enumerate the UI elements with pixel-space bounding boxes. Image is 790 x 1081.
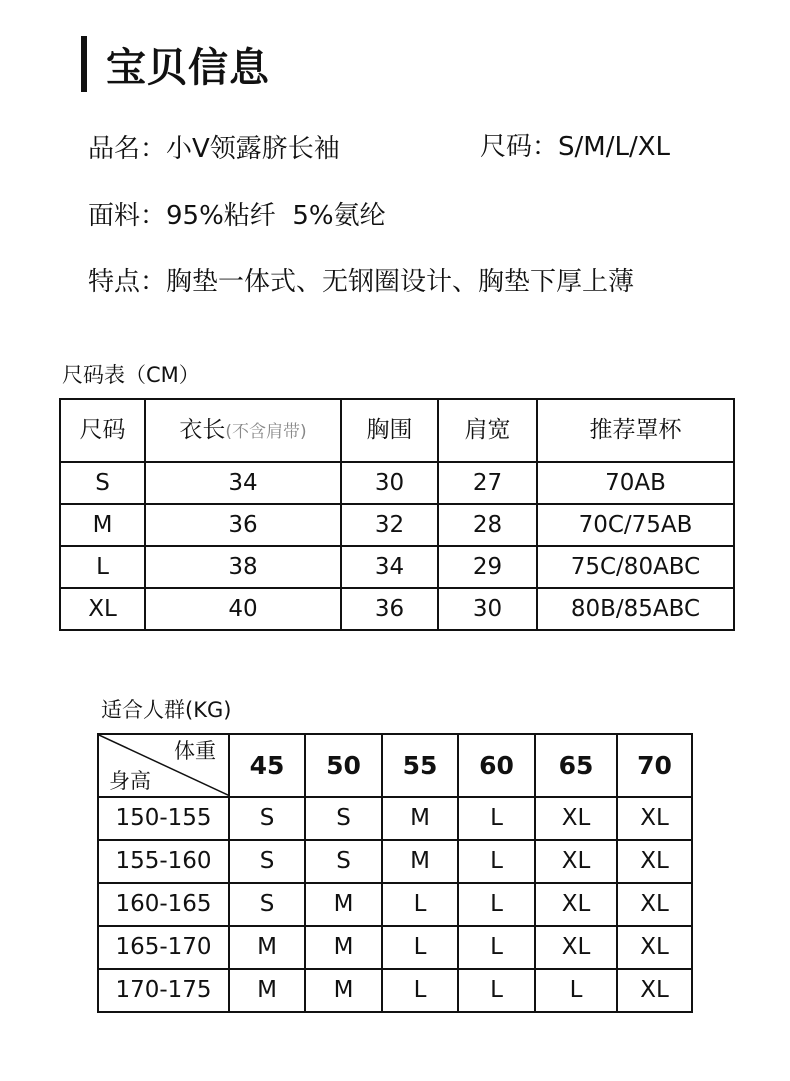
table-cell: XL — [60, 588, 145, 630]
weight-header: 70 — [617, 734, 692, 797]
size-cell: XL — [617, 883, 692, 926]
height-range-cell: 160-165 — [98, 883, 229, 926]
table-cell: S — [60, 462, 145, 504]
height-range-cell: 150-155 — [98, 797, 229, 840]
feature-value: 胸垫一体式、无钢圈设计、胸垫下厚上薄 — [166, 267, 635, 297]
size-cell: L — [535, 969, 617, 1012]
weight-header: 45 — [229, 734, 305, 797]
product-features — [88, 265, 634, 299]
size-label: 尺码： — [480, 132, 559, 162]
size-cell: XL — [617, 840, 692, 883]
size-cell: M — [229, 926, 305, 969]
fit-table-title: 适合人群(KG) — [101, 698, 232, 722]
fabric-value: 95%粘纤 5%氨纶 — [166, 201, 386, 231]
size-cell: XL — [617, 969, 692, 1012]
size-cell: M — [305, 969, 382, 1012]
size-cell: S — [229, 883, 305, 926]
table-row — [98, 883, 692, 926]
table-row — [98, 969, 692, 1012]
header-cell — [145, 399, 341, 462]
size-cell: XL — [535, 926, 617, 969]
corner-weight-label: 体重 — [174, 739, 216, 763]
size-cell: S — [229, 797, 305, 840]
weight-header: 65 — [535, 734, 617, 797]
table-cell: 30 — [438, 588, 537, 630]
weight-header: 55 — [382, 734, 458, 797]
weight-header: 60 — [458, 734, 535, 797]
size-cell: XL — [617, 926, 692, 969]
table-row — [98, 797, 692, 840]
size-cell: M — [382, 840, 458, 883]
size-cell: L — [458, 797, 535, 840]
header-length: 衣长 — [179, 417, 226, 443]
name-value: 小V领露脐长袖 — [166, 134, 340, 164]
size-cell: S — [305, 840, 382, 883]
fit-table-header — [98, 734, 692, 797]
height-range-cell: 155-160 — [98, 840, 229, 883]
size-cell: L — [458, 883, 535, 926]
size-cell: L — [458, 840, 535, 883]
table-row — [60, 588, 734, 630]
page-title: 宝贝信息 — [106, 45, 270, 91]
table-cell: 34 — [341, 546, 438, 588]
size-cell: S — [305, 797, 382, 840]
table-row — [60, 504, 734, 546]
table-cell: 29 — [438, 546, 537, 588]
size-cell: M — [305, 926, 382, 969]
product-name — [88, 132, 340, 166]
size-cell: L — [458, 969, 535, 1012]
header-cell: 肩宽 — [438, 399, 537, 462]
table-cell: 27 — [438, 462, 537, 504]
size-value: S/M/L/XL — [558, 132, 671, 162]
table-cell: 80B/85ABC — [537, 588, 734, 630]
table-cell: 28 — [438, 504, 537, 546]
name-label: 品名： — [88, 134, 167, 164]
product-sizes — [480, 130, 670, 164]
size-cell: L — [382, 969, 458, 1012]
fabric-label: 面料： — [88, 201, 167, 231]
table-row — [98, 926, 692, 969]
size-cell: M — [229, 969, 305, 1012]
corner-cell — [98, 734, 229, 797]
height-range-cell: 170-175 — [98, 969, 229, 1012]
table-cell: M — [60, 504, 145, 546]
fit-table — [97, 733, 693, 1013]
size-cell: XL — [535, 797, 617, 840]
size-table-title: 尺码表（CM） — [62, 363, 200, 387]
size-cell: L — [382, 883, 458, 926]
header-cell: 胸围 — [341, 399, 438, 462]
size-cell: M — [382, 797, 458, 840]
header-cell: 尺码 — [60, 399, 145, 462]
table-row — [60, 546, 734, 588]
height-range-cell: 165-170 — [98, 926, 229, 969]
table-cell: 38 — [145, 546, 341, 588]
table-cell: 32 — [341, 504, 438, 546]
feature-label: 特点： — [88, 267, 167, 297]
table-cell: 40 — [145, 588, 341, 630]
size-cell: XL — [535, 883, 617, 926]
table-cell: L — [60, 546, 145, 588]
table-cell: 36 — [341, 588, 438, 630]
table-cell: 70AB — [537, 462, 734, 504]
size-cell: L — [382, 926, 458, 969]
size-cell: XL — [617, 797, 692, 840]
table-cell: 75C/80ABC — [537, 546, 734, 588]
size-table — [59, 398, 735, 631]
table-cell: 34 — [145, 462, 341, 504]
header-cell: 推荐罩杯 — [537, 399, 734, 462]
size-table-header — [60, 399, 734, 462]
table-cell: 36 — [145, 504, 341, 546]
title-accent-bar — [81, 36, 87, 92]
product-fabric — [88, 199, 386, 233]
table-cell: 30 — [341, 462, 438, 504]
table-row — [98, 840, 692, 883]
weight-header: 50 — [305, 734, 382, 797]
table-row — [60, 462, 734, 504]
size-cell: M — [305, 883, 382, 926]
size-cell: L — [458, 926, 535, 969]
header-length-note: (不含肩带) — [225, 422, 307, 442]
table-cell: 70C/75AB — [537, 504, 734, 546]
size-cell: XL — [535, 840, 617, 883]
corner-height-label: 身高 — [109, 769, 151, 793]
size-cell: S — [229, 840, 305, 883]
